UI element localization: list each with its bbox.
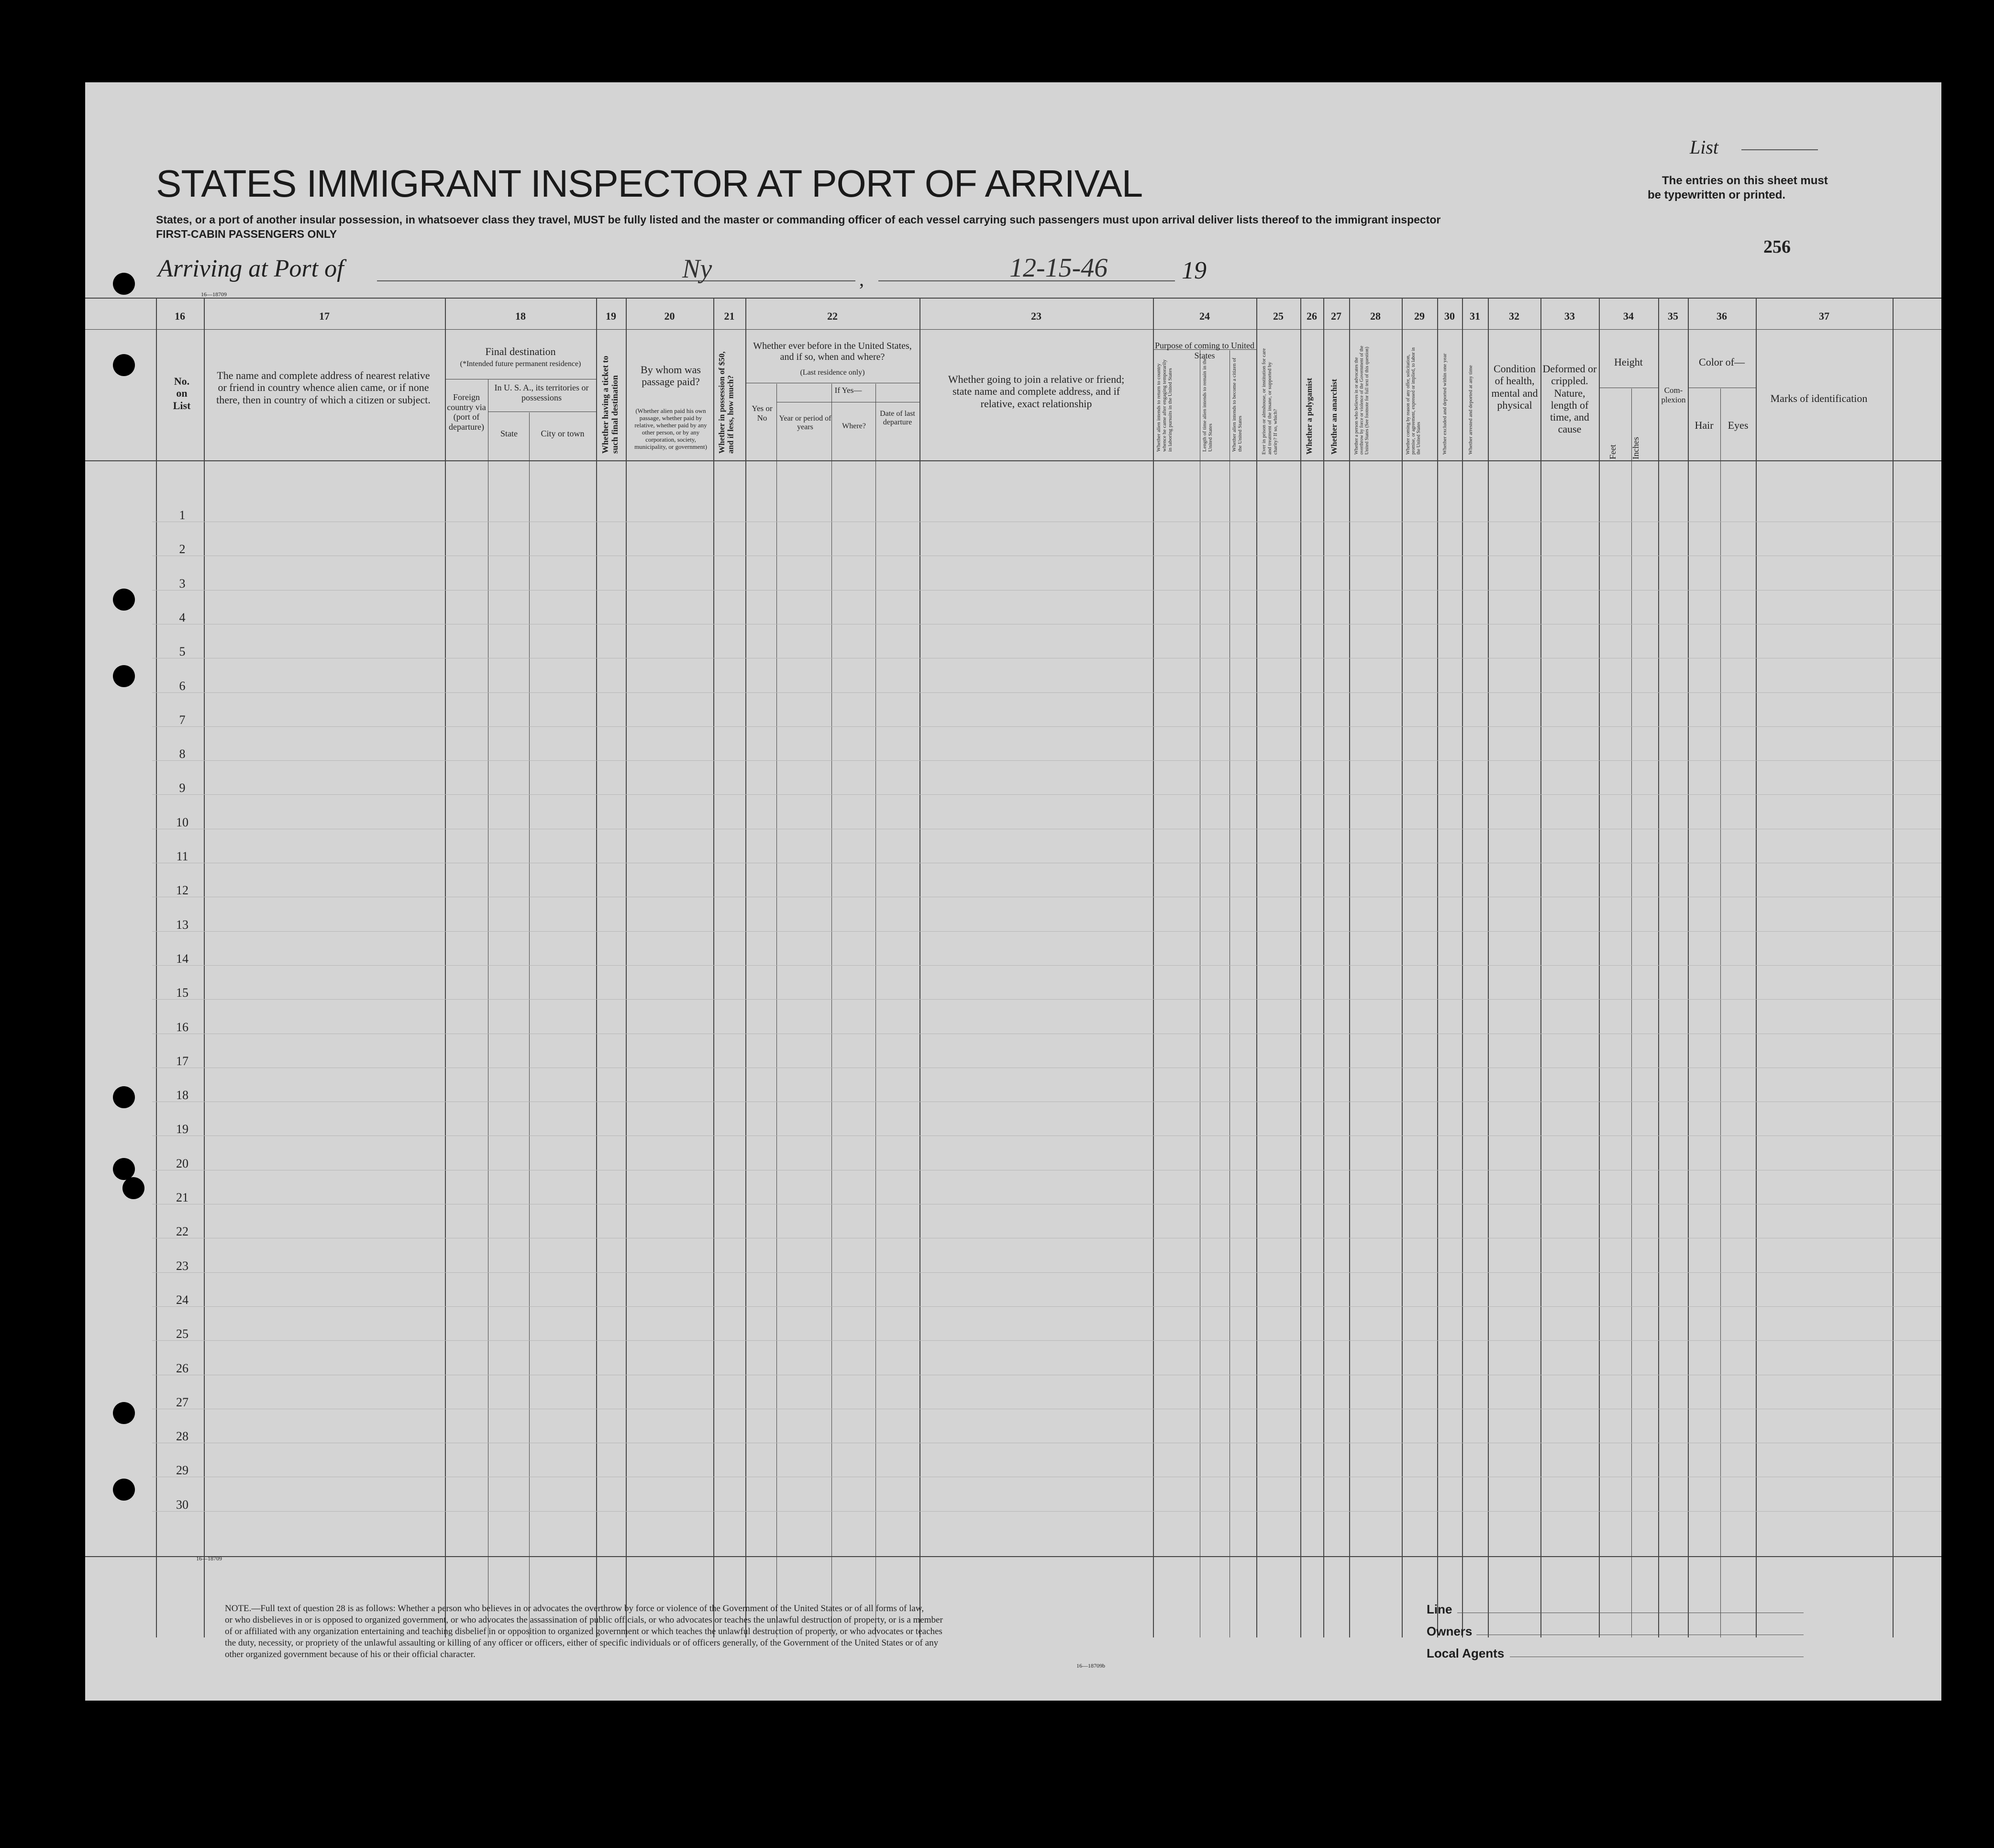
form-code-bottom: 16—18709 bbox=[196, 1555, 222, 1562]
row-number: 24 bbox=[176, 1293, 188, 1307]
row-number: 25 bbox=[176, 1327, 188, 1341]
row-number: 16 bbox=[176, 1020, 188, 1034]
row-number: 4 bbox=[179, 611, 186, 624]
colnum-20: 20 bbox=[664, 310, 675, 322]
punch-hole bbox=[113, 354, 135, 376]
row-number: 8 bbox=[179, 747, 186, 761]
colnum-28: 28 bbox=[1370, 310, 1381, 322]
comma: , bbox=[859, 268, 864, 290]
row-number: 18 bbox=[176, 1088, 188, 1102]
col-line bbox=[1688, 298, 1689, 1637]
col-line bbox=[1893, 298, 1894, 1637]
col-line bbox=[1756, 298, 1757, 1637]
row-number: 17 bbox=[176, 1054, 188, 1068]
row-number: 27 bbox=[176, 1395, 188, 1409]
colnum-36: 36 bbox=[1717, 310, 1727, 322]
colnum-37: 37 bbox=[1819, 310, 1829, 322]
colnum-line bbox=[85, 329, 1941, 330]
colnum-35: 35 bbox=[1668, 310, 1678, 322]
col-line bbox=[204, 298, 205, 1637]
line-label: Line bbox=[1427, 1602, 1452, 1616]
form-code-top: 16—18709 bbox=[201, 291, 227, 298]
colnum-27: 27 bbox=[1331, 310, 1341, 322]
col-line bbox=[1300, 298, 1301, 1637]
table-row-line bbox=[152, 1306, 1941, 1307]
typewritten-note-1: The entries on this sheet must bbox=[1662, 174, 1828, 187]
punch-hole bbox=[113, 665, 135, 687]
header-city: City or town bbox=[541, 429, 585, 438]
header-no-on-list: No. on List bbox=[173, 375, 191, 412]
header-c25: Ever in prison or almshouse, or institution for care and treatment of the insane, or supported by charity? If so, which? bbox=[1261, 348, 1279, 455]
colnum-22: 22 bbox=[827, 310, 838, 322]
header-deformed: Deformed or crippled. Nature, length of time, and cause bbox=[1542, 363, 1597, 435]
row-number: 14 bbox=[176, 952, 188, 966]
footnote-line-3: of or affiliated with any organization entertaining and teaching disbelief in or opposition to organized government or which teaches the unlawful destruction of property, or who advocates or teaches bbox=[225, 1626, 942, 1636]
arriving-label: Arriving at Port of bbox=[158, 255, 344, 282]
header-eyes: Eyes bbox=[1728, 419, 1749, 431]
colnum-33: 33 bbox=[1564, 310, 1575, 322]
col-line bbox=[1323, 298, 1324, 1637]
row-number: 22 bbox=[176, 1225, 188, 1238]
colnum-34: 34 bbox=[1623, 310, 1634, 322]
col-line bbox=[919, 298, 920, 1637]
punch-hole bbox=[113, 589, 135, 611]
header-complexion: Com-plexion bbox=[1661, 386, 1686, 404]
header-yes-no: Yes or No bbox=[752, 404, 773, 423]
list-line bbox=[1741, 149, 1818, 150]
col-line bbox=[1153, 298, 1154, 1637]
colnum-21: 21 bbox=[724, 310, 735, 322]
header-if-yes: If Yes— bbox=[834, 386, 862, 395]
col-line bbox=[1599, 298, 1600, 1637]
header-purpose: Purpose of coming to United States bbox=[1155, 341, 1254, 360]
subtitle-line-1: States, or a port of another insular possession, in whatsoever class they travel, MUST be fully listed and the master or commanding officer of each vessel carrying such passengers must upon arrival deliver lists thereof to the immigrant inspector bbox=[156, 213, 1441, 226]
local-agents-label: Local Agents bbox=[1427, 1646, 1505, 1660]
table-row-line bbox=[152, 999, 1941, 1000]
header-foreign-country: Foreign country via (port of departure) bbox=[447, 392, 486, 432]
header-last-residence: (Last residence only) bbox=[800, 368, 865, 377]
header-join-relative: Whether going to join a relative or friend; state name and complete address, and if relative, exact relationship bbox=[948, 373, 1125, 410]
col-line bbox=[875, 384, 876, 1637]
col-line bbox=[1631, 389, 1632, 1637]
row-number: 2 bbox=[179, 542, 186, 556]
col-line bbox=[1462, 298, 1463, 1637]
table-row-line bbox=[152, 726, 1941, 727]
header-anarchist: Whether an anarchist bbox=[1329, 379, 1339, 455]
form-code-note: 16—18709b bbox=[1076, 1662, 1105, 1669]
row-number: 21 bbox=[176, 1191, 188, 1204]
row-number: 11 bbox=[176, 849, 188, 863]
colnum-18: 18 bbox=[515, 310, 526, 322]
row-number: 23 bbox=[176, 1259, 188, 1273]
header-feet: Feet bbox=[1608, 445, 1617, 459]
punch-hole bbox=[113, 1402, 135, 1424]
header-c29: Whether coming by reason of any offer, solicitation, promise, or agreement, expressed or implied, to labor in the United States bbox=[1406, 347, 1421, 455]
header-top-line bbox=[85, 298, 1941, 299]
header-by-whom-sub: (Whether alien paid his own passage, whether paid by relative, whether paid by any other person, or by any corporation, society, municipality, or government) bbox=[634, 407, 707, 450]
header-purpose-a: Whether alien intends to return to country whence he came after engaging temporarily in laboring pursuits in the United States bbox=[1156, 359, 1174, 452]
col-line bbox=[626, 298, 627, 1637]
col-line bbox=[776, 384, 777, 1637]
punch-hole bbox=[113, 1086, 135, 1108]
row-number: 7 bbox=[179, 713, 186, 727]
header-condition: Condition of health, mental and physical bbox=[1491, 363, 1538, 411]
header-where: Where? bbox=[842, 422, 866, 430]
col-line bbox=[1488, 298, 1489, 1637]
colnum-19: 19 bbox=[606, 310, 616, 322]
footnote-line-5: other organized government because of his or their official character. bbox=[225, 1649, 476, 1659]
header-ticket: Whether having a ticket to such final destination bbox=[600, 356, 620, 454]
header-in-usa: In U. S. A., its territories or possessions bbox=[494, 383, 589, 402]
row-number: 20 bbox=[176, 1157, 188, 1170]
page-title: STATES IMMIGRANT INSPECTOR AT PORT OF ARRIVAL bbox=[156, 162, 1143, 205]
row-number: 26 bbox=[176, 1361, 188, 1375]
list-label: List bbox=[1690, 136, 1719, 158]
header-final-destination-sub: (*Intended future permanent residence) bbox=[460, 360, 581, 368]
table-row-line bbox=[152, 1340, 1941, 1341]
header-hair: Hair bbox=[1695, 419, 1714, 431]
header-bottom-line bbox=[85, 460, 1941, 461]
header-possession-50: Whether in possession of $50, and if less, how much? bbox=[717, 351, 735, 454]
colnum-23: 23 bbox=[1031, 310, 1041, 322]
row-number: 19 bbox=[176, 1122, 188, 1136]
footnote-line-4: the duty, necessity, or propriety of the unlawful assaulting or killing of any officer or officers, either of specific individuals or of officers generally, of the Government of the United States or of any bbox=[225, 1638, 939, 1648]
header-c31: Whether arrested and deported at any time bbox=[1468, 365, 1473, 455]
header-polygamist: Whether a polygamist bbox=[1305, 378, 1314, 455]
port-value: Ny bbox=[682, 254, 712, 284]
row-number: 12 bbox=[176, 883, 188, 897]
colnum-17: 17 bbox=[319, 310, 330, 322]
header-state: State bbox=[500, 429, 518, 438]
punch-hole bbox=[113, 1158, 135, 1180]
colnum-25: 25 bbox=[1273, 310, 1284, 322]
page-number: 256 bbox=[1763, 237, 1791, 257]
port-line bbox=[377, 280, 855, 281]
row-number: 28 bbox=[176, 1429, 188, 1443]
footnote-line-2: or who disbelieves in or is opposed to organized government, or who advocates the assassination of public officials, or who advocates or teaches the unlawful destruction of property, or is a member bbox=[225, 1615, 943, 1625]
manifest-sheet bbox=[85, 82, 1941, 1701]
col-line bbox=[1658, 298, 1659, 1637]
header-c30: Whether excluded and deported within one year bbox=[1442, 353, 1448, 455]
subtitle-line-2: FIRST-CABIN PASSENGERS ONLY bbox=[156, 228, 337, 240]
col-line bbox=[1256, 298, 1257, 1637]
colnum-30: 30 bbox=[1444, 310, 1455, 322]
colnum-29: 29 bbox=[1414, 310, 1425, 322]
header-ever-before: Whether ever before in the United States, and if so, when and where? bbox=[753, 341, 912, 362]
col-line bbox=[1720, 389, 1721, 1637]
row-number: 15 bbox=[176, 986, 188, 1000]
header-date-last-departure: Date of last departure bbox=[880, 410, 915, 427]
row-number: 5 bbox=[179, 645, 186, 658]
row-number: 3 bbox=[179, 577, 186, 590]
col-line bbox=[831, 384, 832, 1637]
col-line bbox=[745, 298, 746, 1637]
col-line bbox=[1349, 298, 1350, 1637]
typewritten-note-2: be typewritten or printed. bbox=[1648, 189, 1786, 201]
header-marks: Marks of identification bbox=[1770, 392, 1868, 404]
row-number: 1 bbox=[179, 508, 186, 522]
year-prefix: 19 bbox=[1182, 257, 1207, 284]
colnum-16: 16 bbox=[175, 310, 185, 322]
col-line bbox=[529, 412, 530, 1637]
header-final-destination: Final destination bbox=[485, 345, 556, 357]
colnum-26: 26 bbox=[1307, 310, 1317, 322]
table-row-line bbox=[152, 760, 1941, 761]
header-height: Height bbox=[1614, 356, 1643, 368]
row-number: 29 bbox=[176, 1463, 188, 1477]
row-number: 6 bbox=[179, 679, 186, 693]
table-row-line bbox=[152, 931, 1941, 932]
table-row-line bbox=[152, 1272, 1941, 1273]
col-line bbox=[1437, 298, 1438, 1637]
row-number: 30 bbox=[176, 1498, 188, 1512]
header-inches: Inches bbox=[1631, 437, 1640, 459]
punch-hole bbox=[113, 273, 135, 295]
header-c28: Whether a person who believes in or advocates the overthrow by force or violence of the Government of the United States (See footnote for full text of this question) bbox=[1354, 345, 1370, 455]
colnum-24: 24 bbox=[1199, 310, 1210, 322]
header-by-whom: By whom was passage paid? bbox=[641, 364, 701, 388]
colnum-32: 32 bbox=[1509, 310, 1519, 322]
header-purpose-c: Whether alien intends to become a citizen of the United States bbox=[1231, 357, 1243, 452]
header-purpose-b: Length of time alien intends to remain in the United States bbox=[1202, 357, 1214, 452]
col-line bbox=[596, 298, 597, 1637]
header-year-period: Year or period of years bbox=[779, 414, 831, 432]
col-line bbox=[713, 298, 714, 1637]
row-number: 9 bbox=[179, 781, 186, 795]
col-line bbox=[156, 298, 157, 1637]
punch-hole bbox=[122, 1177, 144, 1199]
colnum-31: 31 bbox=[1470, 310, 1480, 322]
table-row-line bbox=[152, 692, 1941, 693]
col-line bbox=[445, 298, 446, 1637]
row-number: 13 bbox=[176, 918, 188, 932]
col-line bbox=[1540, 298, 1541, 1637]
row-number: 10 bbox=[176, 815, 188, 829]
col-line bbox=[1402, 298, 1403, 1637]
table-row-line bbox=[152, 794, 1941, 795]
date-value: 12-15-46 bbox=[1009, 253, 1108, 283]
header-color-of: Color of— bbox=[1699, 356, 1745, 368]
punch-hole bbox=[113, 1479, 135, 1501]
table-row-line bbox=[152, 965, 1941, 966]
table-row-line bbox=[152, 1511, 1941, 1512]
footnote-line-1: NOTE.—Full text of question 28 is as follows: Whether a person who believes in or advocates the overthrow by force or violence of the Government of the United States or of all forms of law, bbox=[225, 1603, 924, 1614]
table-bottom-line bbox=[85, 1556, 1941, 1557]
header-nearest-relative: The name and complete address of nearest relative or friend in country whence alien came, or if none there, then in country of which a citizen or subject. bbox=[216, 369, 431, 406]
owners-label: Owners bbox=[1427, 1624, 1473, 1638]
